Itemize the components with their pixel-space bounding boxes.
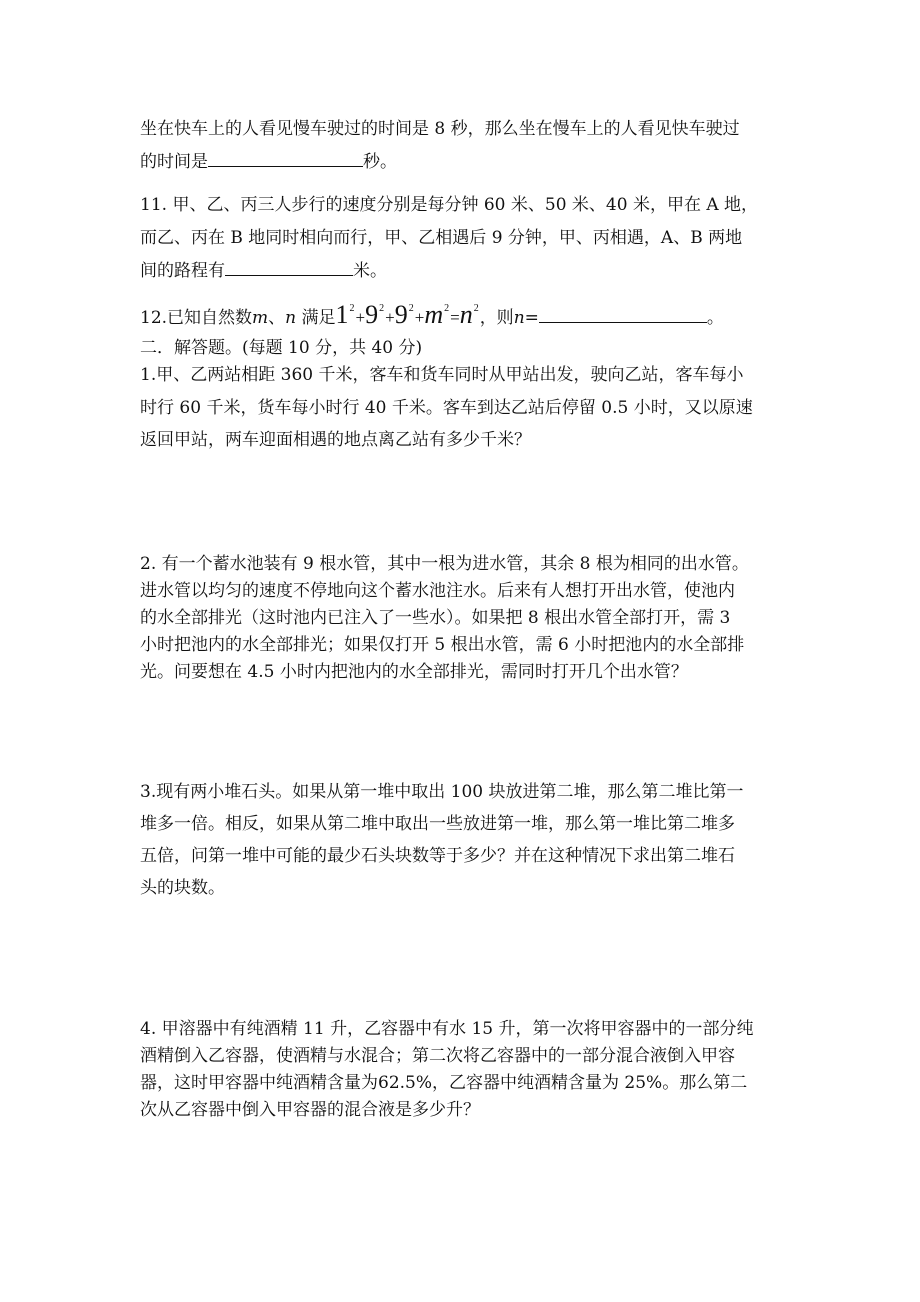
p2-line-5: 光。问要想在 4.5 小时内把池内的水全部排光，需同时打开几个出水管？ [140, 662, 688, 682]
q11-unit: 米。 [353, 261, 387, 281]
q12-prefix: 12.已知自然数 [140, 308, 253, 328]
p3-line-1: 3.现有两小堆石头。如果从第一堆中取出 100 块放进第二堆，那么第二堆比第一 [140, 782, 744, 802]
question-12 [140, 293, 790, 335]
answer-blank-q11[interactable] [225, 257, 353, 276]
q12-sep: 、 [268, 308, 286, 328]
q11-line-2: 而乙、丙在 B 地同时相向而行，甲、乙相遇后 9 分钟，甲、丙相遇，A、B 两地 [140, 228, 743, 248]
p1-line-2: 时行 60 千米，货车每小时行 40 千米。客车到达乙站后停留 0.5 小时，又以原速 [140, 398, 753, 418]
p3-line-3: 五倍，问第一堆中可能的最少石头块数等于多少？并在这种情况下求出第二堆石 [140, 846, 735, 866]
p4-line-3: 器，这时甲容器中纯酒精含量为62.5%，乙容器中纯酒精含量为 25%。那么第二 [140, 1073, 748, 1093]
eq-plus-2: + [385, 308, 395, 327]
q10-line-1: 坐在快车上的人看见慢车驶过的时间是 8 秒，那么坐在慢车上的人看见快车驶过 [140, 119, 740, 139]
p2-line-4: 小时把池内的水全部排光；如果仅打开 5 根出水管，需 6 小时把池内的水全部排 [140, 635, 745, 655]
eq-term-m: m [424, 300, 444, 329]
p4-line-1: 4. 甲溶器中有纯酒精 11 升，乙容器中有水 15 升，第一次将甲容器中的一部分纯 [140, 1019, 754, 1039]
p1-line-1: 1.甲、乙两站相距 360 千米，客车和货车同时从甲站出发，驶向乙站，客车每小 [140, 365, 744, 385]
eq-exp-4: 2 [444, 303, 450, 314]
q12-var-m: m [252, 308, 269, 328]
answer-blank-q10[interactable] [208, 148, 363, 167]
eq-term-9a: 9 [365, 300, 379, 329]
p3-line-2: 堆多一倍。相反，如果从第二堆中取出一些放进第一堆，那么第一堆比第二堆多 [140, 814, 735, 834]
q12-end: 。 [706, 308, 724, 328]
q11-line-1: 11. 甲、乙、丙三人步行的速度分别是每分钟 60 米、50 米、40 米，甲在 A 地， [140, 195, 759, 215]
eq-term-n: n [459, 300, 473, 329]
p2-line-2: 进水管以均匀的速度不停地向这个蓄水池注水。后来有人想打开出水管，使池内 [140, 581, 735, 601]
eq-exp-2: 2 [379, 303, 385, 314]
eq-plus-1: + [355, 308, 366, 327]
q12-mid: 满足 [296, 308, 336, 328]
q12-after-eq: ，则 [479, 308, 514, 328]
answer-blank-q12[interactable] [539, 304, 707, 323]
q10-line-2-text: 的时间是 [140, 152, 208, 172]
q12-ans-eq: = [524, 308, 539, 328]
q12-var-n: n [285, 308, 297, 328]
section-heading: 二．解答题。(每题 10 分，共 40 分) [140, 338, 423, 358]
p3-line-4: 头的块数。 [140, 878, 225, 898]
q11-line-3-text: 间的路程有 [140, 261, 225, 281]
q12-ans-var: n [513, 308, 525, 328]
p1-line-3: 返回甲站，两车迎面相遇的地点离乙站有多少千米？ [140, 430, 531, 450]
p4-line-4: 次从乙容器中倒入甲容器的混合液是多少升？ [140, 1100, 480, 1120]
p2-line-3: 的水全部排光（这时池内已注入了一些水）。如果把 8 根出水管全部打开，需 3 [140, 608, 731, 628]
eq-term-1: 1 [335, 300, 349, 329]
eq-term-9b: 9 [394, 300, 408, 329]
eq-equals: = [450, 308, 460, 327]
eq-plus-3: + [414, 308, 425, 327]
q10-line-2 [140, 146, 790, 179]
eq-exp-3: 2 [408, 303, 414, 314]
eq-exp-5: 2 [473, 303, 479, 314]
p2-line-1: 2. 有一个蓄水池装有 9 根水管，其中一根为进水管，其余 8 根为相同的出水管。 [140, 554, 749, 574]
q10-unit: 秒。 [363, 152, 397, 172]
q11-line-3 [140, 255, 790, 288]
p4-line-2: 酒精倒入乙容器，使酒精与水混合；第二次将乙容器中的一部分混合液倒入甲容 [140, 1046, 735, 1066]
equation [335, 300, 480, 329]
eq-exp-1: 2 [349, 303, 355, 314]
